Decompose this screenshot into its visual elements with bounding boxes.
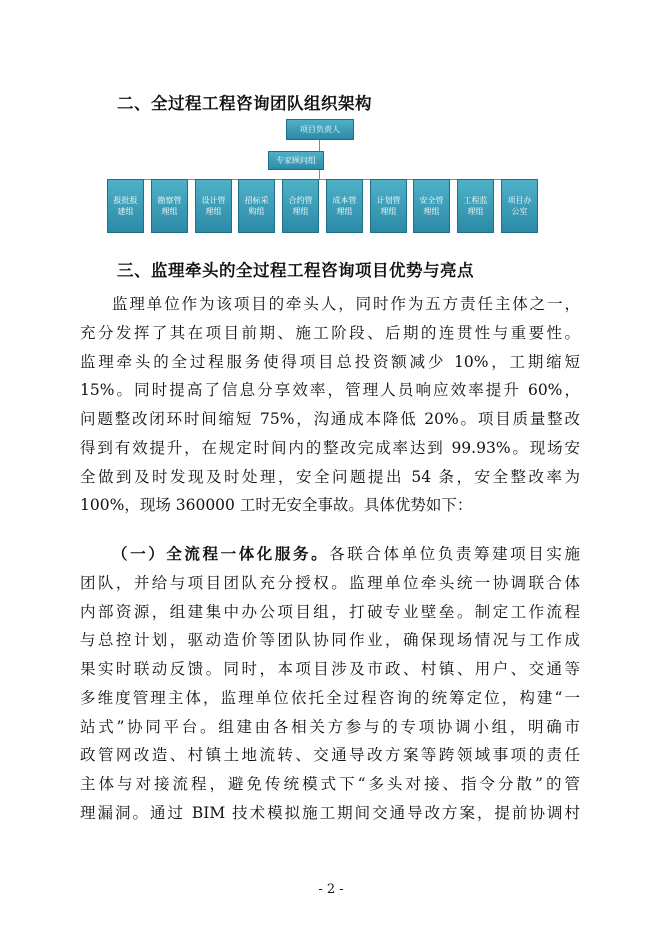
org-group-node: 合约管理组 bbox=[282, 179, 319, 233]
org-group-node: 项目办公室 bbox=[501, 179, 538, 233]
org-chart bbox=[0, 0, 662, 250]
org-group-node: 设计管理组 bbox=[195, 179, 232, 233]
org-group-node: 计划管理组 bbox=[370, 179, 407, 233]
text-line: 站式”协同平台。组建由各相关方参与的专项协调小组，明确市 bbox=[80, 717, 580, 736]
section-heading-advantages: 三、监理牵头的全过程工程咨询项目优势与亮点 bbox=[117, 261, 474, 280]
text-line: 主体与对接流程，避免传统模式下“多头对接、指令分散”的管 bbox=[80, 775, 580, 793]
text-line: 15%。同时提高了信息分享效率，管理人员响应效率提升 60%， bbox=[80, 381, 580, 400]
section-heading-org: 二、全过程工程咨询团队组织架构 bbox=[117, 94, 372, 113]
org-group-node: 工程监理组 bbox=[457, 179, 494, 233]
text-line bbox=[80, 540, 580, 569]
text-line: 充分发挥了其在项目前期、施工阶段、后期的连贯性与重要性。 bbox=[80, 323, 580, 342]
text-line: 政管网改造、村镇土地流转、交通导改方案等跨领域事项的责任 bbox=[80, 746, 580, 765]
text-line: 100%，现场 360000 工时无安全事故。具体优势如下： bbox=[80, 496, 473, 515]
org-group-node: 成本管理组 bbox=[326, 179, 363, 233]
subsection-title: （一）全流程一体化服务。 bbox=[112, 544, 330, 563]
text-line: 理漏洞。通过 BIM 技术模拟施工期间交通导改方案，提前协调村 bbox=[80, 803, 580, 822]
org-group-node: 勘察管理组 bbox=[151, 179, 188, 233]
text-line: 监理牵头的全过程服务使得项目总投资额减少 10%，工期缩短 bbox=[80, 352, 580, 371]
text-line: 监理单位作为该项目的牵头人，同时作为五方责任主体之一， bbox=[112, 295, 580, 313]
text-line: 多维度管理主体，监理单位依托全过程咨询的统筹定位，构建“一 bbox=[80, 688, 580, 707]
text-line-rest: 各联合体单位负责筹建项目实施 bbox=[329, 545, 580, 563]
text-line: 团队，并给与项目团队充分授权。监理单位牵头统一协调联合体 bbox=[80, 573, 580, 592]
org-group-node: 招标采购组 bbox=[238, 179, 275, 233]
page-number: - 2 - bbox=[318, 882, 344, 897]
paragraph-overview bbox=[80, 290, 580, 520]
text-line: 全做到及时发现及时处理，安全问题提出 54 条，安全整改率为 bbox=[80, 467, 580, 486]
text-line: 与总控计划，驱动造价等团队协同作业，确保现场情况与工作成 bbox=[80, 631, 580, 650]
org-group-node: 安全管理组 bbox=[413, 179, 450, 233]
org-group-node: 报批报建组 bbox=[107, 179, 144, 233]
org-root-node: 项目负责人 bbox=[286, 119, 354, 140]
text-line: 果实时联动反馈。同时，本项目涉及市政、村镇、用户、交通等 bbox=[80, 660, 580, 678]
text-line: 问题整改闭环时间缩短 75%，沟通成本降低 20%。项目质量整改 bbox=[80, 410, 580, 428]
paragraph-full-process bbox=[80, 540, 580, 828]
text-line: 得到有效提升，在规定时间内的整改完成率达到 99.93%。现场安 bbox=[80, 438, 580, 457]
text-line: 内部资源，组建集中办公项目组，打破专业壁垒。制定工作流程 bbox=[80, 602, 580, 621]
org-advisor-node: 专家顾问组 bbox=[268, 151, 324, 170]
